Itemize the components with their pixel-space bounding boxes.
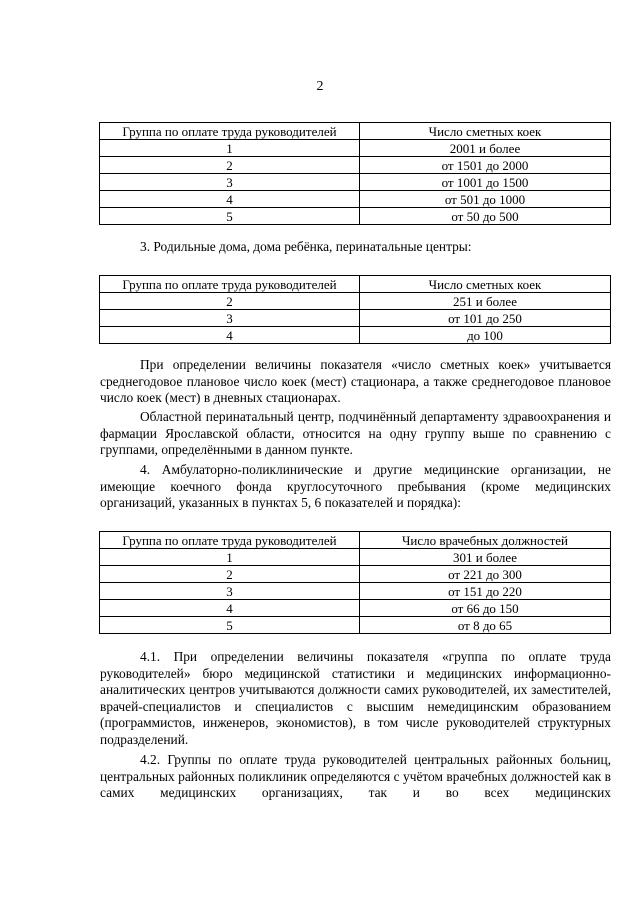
paragraph-perinatal-center: Областной перинатальный центр, подчинённый департаменту здравоохранения и фармации Ярославской области, относится на одну группу выше по сравнению с группами, определёнными в данном пункте. [100, 409, 611, 458]
table-row [100, 174, 611, 191]
table-physician-positions [99, 531, 611, 634]
table-cell-value: от 8 до 65 [360, 617, 611, 634]
paragraph-4-2: 4.2. Группы по оплате труда руководителей центральных районных больниц, центральных районных поликлиник определяются с учётом врачебных должностей как в самих медицинских организациях, так и во всех медицинских [100, 752, 611, 801]
page-number: 2 [316, 79, 324, 94]
table-header-row [100, 276, 611, 293]
table-row [100, 583, 611, 600]
table-maternity-beds [99, 275, 611, 344]
table-header-cell: Число врачебных должностей [360, 532, 611, 549]
table-cell-group: 2 [100, 293, 360, 310]
table-row [100, 208, 611, 225]
table-cell-group: 2 [100, 157, 360, 174]
table-row [100, 140, 611, 157]
paragraph-4-1: 4.1. При определении величины показателя «группа по оплате труда руководителей» бюро медицинской статистики и медицинских информационно-аналитических центров учитываются должности самих руководителей, их заместителей, врачей-специалистов и специалистов с высшим немедицинским образованием (программистов, инженеров, экономистов), в том числе руководителей структурных подразделений. [100, 649, 611, 747]
table-row [100, 566, 611, 583]
table-row [100, 293, 611, 310]
table-cell-value: от 101 до 250 [360, 310, 611, 327]
table-cell-group: 3 [100, 174, 360, 191]
table-cell-value: от 50 до 500 [360, 208, 611, 225]
table-row [100, 327, 611, 344]
table-row [100, 549, 611, 566]
table-header-cell: Группа по оплате труда руководителей [100, 532, 360, 549]
table-row [100, 157, 611, 174]
table-cell-group: 2 [100, 566, 360, 583]
table-cell-value: от 151 до 220 [360, 583, 611, 600]
table-header-cell: Группа по оплате труда руководителей [100, 123, 360, 140]
table-header-cell: Число сметных коек [360, 276, 611, 293]
table-cell-value: от 501 до 1000 [360, 191, 611, 208]
table-cell-group: 3 [100, 583, 360, 600]
table-cell-value: до 100 [360, 327, 611, 344]
paragraph-section-4: 4. Амбулаторно-поликлинические и другие медицинские организации, не имеющие коечного фонда круглосуточного пребывания (кроме медицинских организаций, указанных в пунктах 5, 6 показателей и порядка): [100, 462, 611, 511]
table-cell-group: 5 [100, 617, 360, 634]
table-cell-group: 3 [100, 310, 360, 327]
table-header-cell: Число сметных коек [360, 123, 611, 140]
table-hospital-beds [99, 122, 611, 225]
paragraph-beds-note: При определении величины показателя «число сметных коек» учитывается среднегодовое плановое число коек (мест) стационара, а также среднегодовое плановое число коек (мест) в дневных стационарах. [100, 357, 611, 406]
table-header-row [100, 532, 611, 549]
table-cell-group: 4 [100, 191, 360, 208]
table-cell-value: от 66 до 150 [360, 600, 611, 617]
section-3-heading: 3. Родильные дома, дома ребёнка, перинатальные центры: [140, 239, 472, 254]
table-cell-group: 1 [100, 549, 360, 566]
table-cell-group: 1 [100, 140, 360, 157]
table-cell-group: 4 [100, 327, 360, 344]
table-cell-group: 5 [100, 208, 360, 225]
table-cell-value: от 1001 до 1500 [360, 174, 611, 191]
table-row [100, 617, 611, 634]
table-cell-value: 2001 и более [360, 140, 611, 157]
table-row [100, 310, 611, 327]
table-cell-value: 251 и более [360, 293, 611, 310]
table-cell-value: от 1501 до 2000 [360, 157, 611, 174]
table-cell-value: от 221 до 300 [360, 566, 611, 583]
table-header-row [100, 123, 611, 140]
table-header-cell: Группа по оплате труда руководителей [100, 276, 360, 293]
table-cell-group: 4 [100, 600, 360, 617]
table-row [100, 600, 611, 617]
table-cell-value: 301 и более [360, 549, 611, 566]
table-row [100, 191, 611, 208]
